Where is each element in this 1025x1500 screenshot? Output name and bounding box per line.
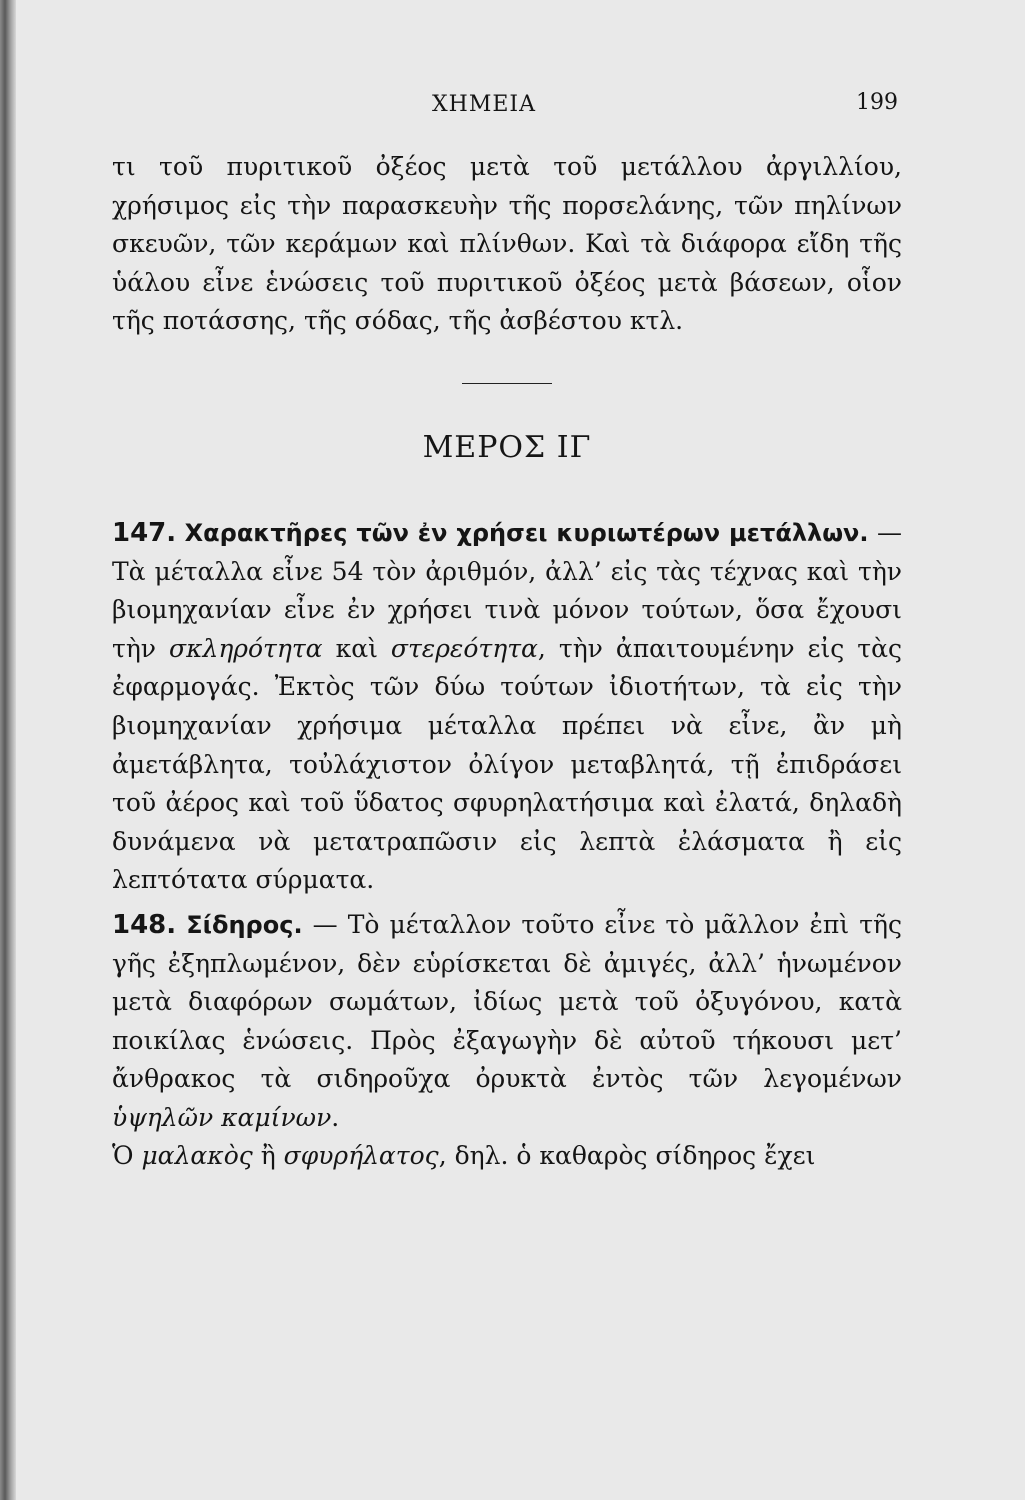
last-paragraph-text-2: ἢ [252, 1141, 284, 1171]
part-title: ΜΕΡΟΣ ΙΓ [422, 429, 592, 465]
last-paragraph-text: Ὁ [112, 1141, 142, 1171]
page-number: 199 [856, 90, 898, 115]
intro-paragraph: τι τοῦ πυριτικοῦ ὀξέος μετὰ τοῦ μετάλλου ἀργιλλίου, χρήσιμος εἰς τὴν παρασκευὴν τῆς πορσελάνης, τῶν πηλίνων σκευῶν, τῶν κεράμων καὶ πλίνθων. Καὶ τὰ διάφορα εἴδη τῆς ὑάλου εἶνε ἑνώσεις τοῦ πυριτικοῦ ὀξέος μετὰ βάσεων, οἷον τῆς ποτάσσης, τῆς σόδας, τῆς ἀσβέστου κτλ. [112, 152, 902, 336]
book-page [112, 88, 902, 1176]
last-paragraph [112, 1137, 902, 1176]
section-147-emphasis-1: σκληρότητα [169, 633, 323, 663]
section-147-emphasis-2: στερεότητα [390, 633, 538, 663]
section-divider [462, 383, 552, 384]
section-147-text-2: καὶ [322, 633, 391, 663]
section-147-text: — Τὰ μέταλλα εἶνε 54 τὸν ἀριθμόν, ἀλλ’ εἰς τὰς τέχνας καὶ τὴν βιομηχανίαν εἶνε ἐν χρήσει τινὰ μόνον τούτων, ὅσα ἔχουσι τὴν [112, 517, 903, 663]
section-148-text: — Τὸ μέταλλον τοῦτο εἶνε τὸ μᾶλλον ἐπὶ τῆς γῆς ἐξηπλωμένον, δὲν εὑρίσκεται δὲ ἀμιγές, ἀλλ’ ἡνωμένον μετὰ διαφόρων σωμάτων, ἰδίως μετὰ τοῦ ὀξυγόνου, κατὰ ποικίλας ἑνώσεις. Πρὸς ἐξαγωγὴν δὲ αὐτοῦ τήκουσι μετ’ ἄνθρακος τὰ σιδηροῦχα ὀρυκτὰ ἐντὸς τῶν λεγομένων [112, 909, 903, 1094]
section-147-paragraph [112, 514, 902, 900]
section-148-emphasis: ὑψηλῶν καμίνων [112, 1102, 332, 1132]
section-148-number: 148. [112, 909, 177, 940]
section-148-paragraph [112, 906, 902, 1138]
page-header [112, 88, 902, 128]
book-binding-edge [0, 0, 16, 1500]
last-paragraph-text-3: , δηλ. ὁ καθαρὸς σίδηρος ἔχει [438, 1141, 816, 1171]
last-paragraph-emphasis-1: μαλακὸς [141, 1141, 253, 1171]
running-title: ΧΗΜΕΙΑ [432, 92, 537, 117]
section-147-number: 147. [112, 517, 177, 548]
last-paragraph-emphasis-2: σφυρήλατος [283, 1141, 439, 1171]
section-147-text-3: , τὴν ἀπαιτουμένην εἰς τὰς ἐφαρμογάς. Ἐκτὸς τῶν δύω τούτων ἰδιοτήτων, τὰ εἰς τὴν βιομηχανίαν χρήσιμα μέταλλα πρέπει νὰ εἶνε, ἂν μὴ ἀμετάβλητα, τοὐλάχιστον ὀλίγον μεταβλητά, τῇ ἐπιδράσει τοῦ ἀέρος καὶ τοῦ ὕδατος σφυρηλατήσιμα καὶ ἐλατά, δηλαδὴ δυνάμενα νὰ μετατραπῶσιν εἰς λεπτὰ ἐλάσματα ἢ εἰς λεπτότατα σύρματα. [112, 633, 902, 895]
section-148-text-2: . [331, 1102, 340, 1132]
section-148-heading: Σίδηρος. [186, 910, 303, 939]
section-147-heading: Χαρακτῆρες τῶν ἐν χρήσει κυριωτέρων μετάλλων. [184, 518, 869, 547]
